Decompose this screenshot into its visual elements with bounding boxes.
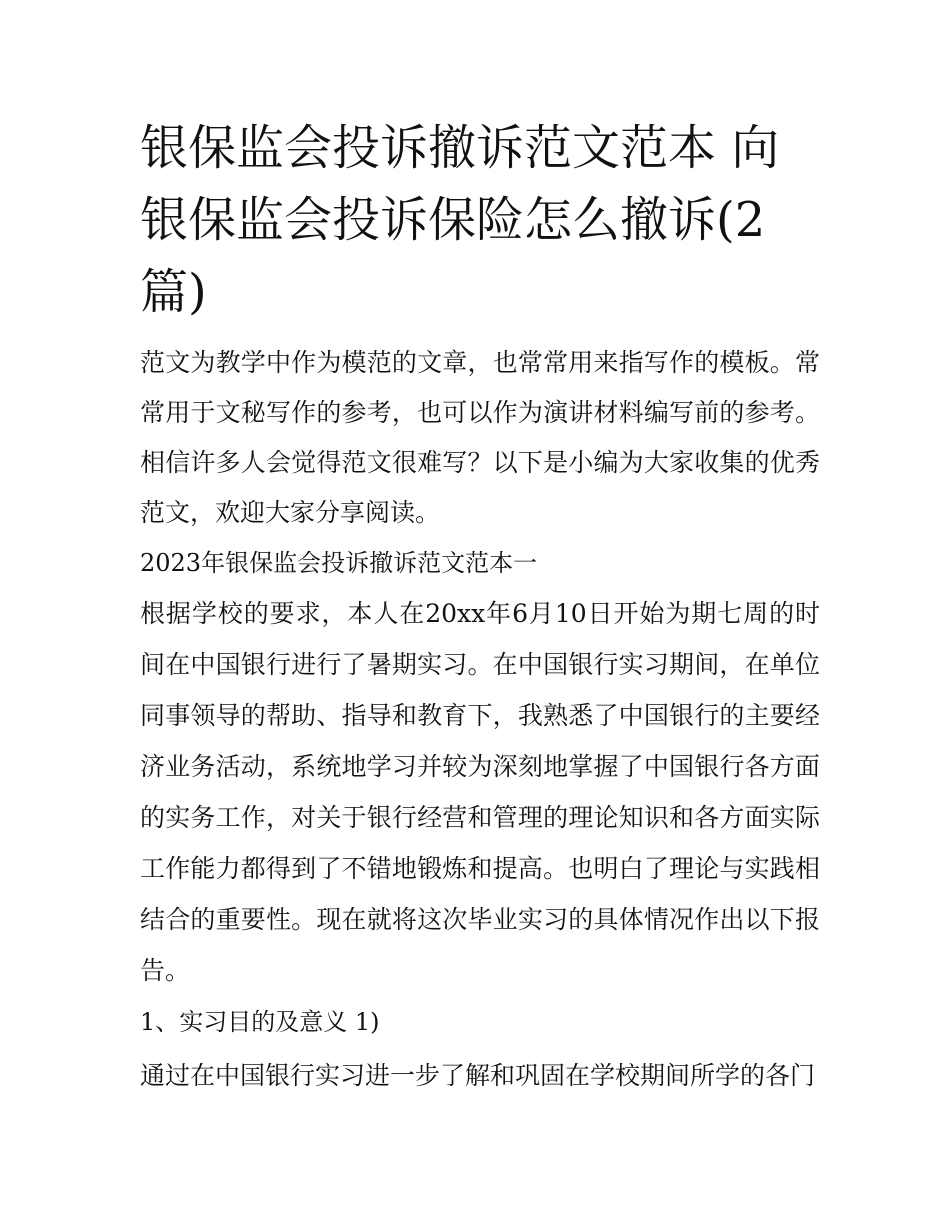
intro-paragraph: 范文为教学中作为模范的文章，也常常用来指写作的模板。常常用于文秘写作的参考，也可以作为演讲材料编写前的参考。相信许多人会觉得范文很难写？以下是小编为大家收集的优秀范文，欢迎大家分享阅读。 xyxy=(140,348,820,527)
body-paragraph: 根据学校的要求，本人在20xx年6月10日开始为期七周的时间在中国银行进行了暑期实习。在中国银行实习期间，在单位同事领导的帮助、指导和教育下，我熟悉了中国银行的主要经济业务活动，系统地学习并较为深刻地掌握了中国银行各方面的实务工作，对关于银行经营和管理的理论知识和各方面实际工作能力都得到了不错地锻炼和提高。也明白了理论与实践相结合的重要性。现在就将这次毕业实习的具体情况作出以下报告。 xyxy=(140,599,820,985)
document-page xyxy=(140,112,820,1101)
body-paragraph-continued: 通过在中国银行实习进一步了解和巩固在学校期间所学的各门 xyxy=(140,1061,816,1090)
sub-heading: 1、实习目的及意义 1) xyxy=(140,1008,380,1036)
document-title: 银保监会投诉撤诉范文范本 向银保监会投诉保险怎么撤诉(2篇) xyxy=(140,120,780,320)
section-heading: 2023年银保监会投诉撤诉范文范本一 xyxy=(140,549,538,577)
